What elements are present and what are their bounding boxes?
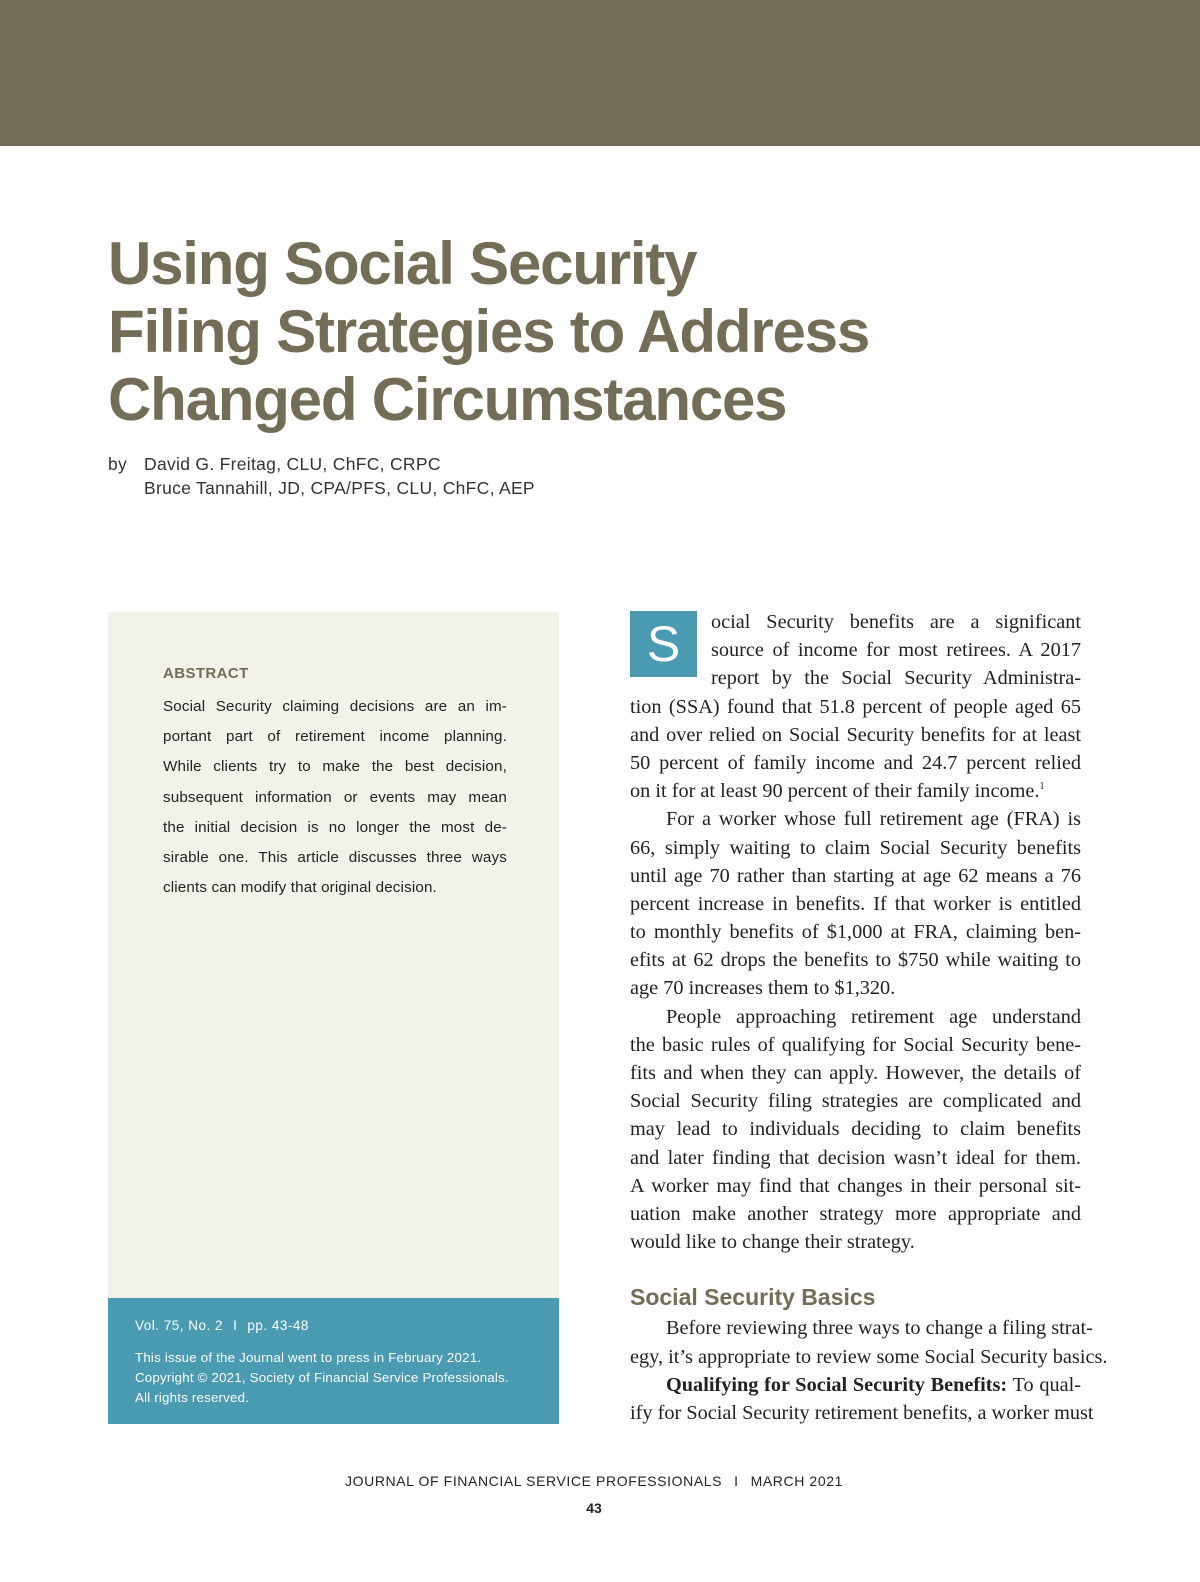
abstract-heading: ABSTRACT [163, 665, 249, 682]
body-line [630, 777, 1081, 805]
abstract-text [163, 692, 507, 903]
body-line: egy, it’s appropriate to review some Social Security basics. [630, 1345, 1108, 1368]
copyright-note [135, 1348, 509, 1408]
volume-info [135, 1318, 309, 1333]
body-line: ocial Security benefits are a significant [711, 611, 1081, 633]
body-line: the basic rules of qualifying for Social Security bene- [630, 1033, 1081, 1056]
title-line: Changed Circumstances [108, 366, 787, 433]
body-line: and over relied on Social Security benefits for at least [630, 723, 1081, 746]
article-body [630, 608, 1108, 1427]
body-line: to monthly benefits of $1,000 at FRA, claiming ben- [630, 921, 1081, 944]
body-line: Social Security filing strategies are complicated and [630, 1090, 1081, 1113]
issue-date: MARCH 2021 [750, 1473, 843, 1489]
body-line: age 70 increases them to $1,320. [630, 977, 896, 1000]
body-line: Before reviewing three ways to change a filing strat- [666, 1317, 1093, 1340]
abstract-line: sirable one. This article discusses three ways [163, 849, 507, 867]
author-name: Bruce Tannahill, JD, CPA/PFS, CLU, ChFC, AEP [144, 478, 535, 498]
page-range: pp. 43-48 [247, 1318, 309, 1333]
publication-info-box [108, 1298, 559, 1424]
body-line: uation make another strategy more appropriate and [630, 1202, 1081, 1225]
title-line: Using Social Security [108, 230, 697, 297]
body-line: 66, simply waiting to claim Social Security benefits [630, 836, 1081, 859]
author-list [144, 452, 535, 500]
body-line-text: on it for at least 90 percent of their family income. [630, 780, 1040, 803]
body-line-text: To qual- [1012, 1373, 1081, 1396]
body-line: A worker may find that changes in their personal sit- [630, 1174, 1081, 1197]
copyright-line: All rights reserved. [135, 1390, 250, 1405]
footer-separator: I [734, 1473, 739, 1489]
article-title [108, 230, 1008, 434]
body-line: would like to change their strategy. [630, 1231, 915, 1254]
body-line: For a worker whose full retirement age (FRA) is [666, 808, 1081, 831]
body-line: People approaching retirement age understand [666, 1005, 1081, 1028]
body-line: fits and when they can apply. However, the details of [630, 1062, 1081, 1084]
abstract-line: Social Security claiming decisions are an im- [163, 698, 507, 715]
body-line: report by the Social Security Administra- [711, 667, 1081, 690]
abstract-line: subsequent information or events may mean [163, 788, 507, 806]
page-footer [0, 1473, 1188, 1489]
run-in-heading: Qualifying for Social Security Benefits: [666, 1373, 1008, 1396]
body-line: tion (SSA) found that 51.8 percent of people aged 65 [630, 695, 1081, 718]
page-number: 43 [586, 1500, 602, 1516]
drop-cap: S [630, 611, 697, 677]
journal-name: JOURNAL OF FINANCIAL SERVICE PROFESSIONALS [345, 1473, 723, 1489]
copyright-line: This issue of the Journal went to press in February 2021. [135, 1350, 482, 1365]
abstract-line: clients can modify that original decision. [163, 879, 437, 897]
body-line: efits at 62 drops the benefits to $750 while waiting to [630, 949, 1081, 972]
section-heading: Social Security Basics [630, 1284, 876, 1311]
body-line: percent increase in benefits. If that worker is entitled [630, 892, 1081, 915]
copyright-line: Copyright © 2021, Society of Financial Service Professionals. [135, 1370, 509, 1385]
volume-separator: I [233, 1318, 238, 1333]
footnote-ref[interactable]: 1 [1039, 781, 1045, 793]
abstract-box [108, 612, 559, 1298]
body-line: may lead to individuals deciding to claim benefits [630, 1118, 1081, 1141]
body-line: 50 percent of family income and 24.7 percent relied [630, 751, 1081, 774]
volume-number: Vol. 75, No. 2 [135, 1318, 224, 1333]
body-line: and later finding that decision wasn’t ideal for them. [630, 1146, 1081, 1169]
body-line: ify for Social Security retirement benefits, a worker must [630, 1401, 1094, 1424]
title-line: Filing Strategies to Address [108, 298, 869, 365]
abstract-line: the initial decision is no longer the most de- [163, 818, 507, 836]
body-line: until age 70 rather than starting at age 62 means a 76 [630, 864, 1081, 887]
header-band [0, 0, 1200, 146]
body-line: source of income for most retirees. A 2017 [711, 639, 1081, 662]
abstract-line: While clients try to make the best decision, [163, 758, 507, 776]
byline-prefix: by [108, 454, 128, 474]
author-name: David G. Freitag, CLU, ChFC, CRPC [144, 454, 441, 474]
abstract-line: portant part of retirement income planning. [163, 728, 507, 746]
body-line [630, 1371, 1081, 1399]
